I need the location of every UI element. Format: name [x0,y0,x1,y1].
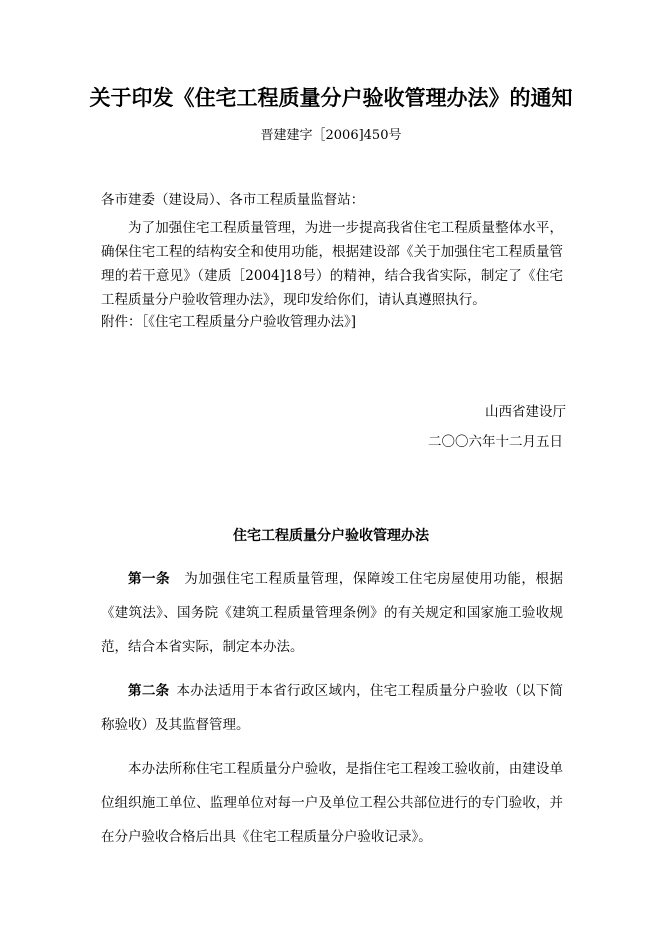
article-1-heading: 第一条 [128,571,171,587]
notice-title: 关于印发《住宅工程质量分户验收管理办法》的通知 [89,86,573,110]
issue-date: 二〇〇六年十二月五日 [428,434,563,450]
article-1-spacer [170,571,184,587]
document-number: 晋建建字［2006]450号 [260,128,402,143]
article-2-paragraph: 本办法所称住宅工程质量分户验收，是指住宅工程竣工验收前，由建设单位组织施工单位、监理单位对每一户及单位工程公共部位进行的专门验收，并在分户验收合格后出具《住宅工程质量分户验收记录》。 [101,761,563,845]
article-1 [101,562,563,664]
notice-body: 为了加强住宅工程质量管理，为进一步提高我省住宅工程质量整体水平，确保住宅工程的结构安全和使用功能，根据建设部《关于加强住宅工程质量管理的若干意见》（建质［2004]18号）的精神，结合我省实际，制定了《住宅工程质量分户验收管理办法》，现印发给你们，请认真遵照执行。 [101,220,563,308]
article-2-heading: 第二条 [128,683,170,699]
attachment-line: 附件：［《住宅工程质量分户验收管理办法》] [101,314,357,330]
article-2 [101,674,563,742]
article-1-text: 为加强住宅工程质量管理，保障竣工住宅房屋使用功能，根据《建筑法》、国务院《建筑工程质量管理条例》的有关规定和国家施工验收规范，结合本省实际，制定本办法。 [101,571,564,655]
regulation-title: 住宅工程质量分户验收管理办法 [233,528,429,544]
issuer-signature: 山西省建设厅 [485,404,566,420]
addressee: 各市建委（建设局）、各市工程质量监督站： [101,192,365,208]
article-2-text: 本办法适用于本省行政区域内，住宅工程质量分户验收（以下简称验收）及其监督管理。 [101,683,564,733]
